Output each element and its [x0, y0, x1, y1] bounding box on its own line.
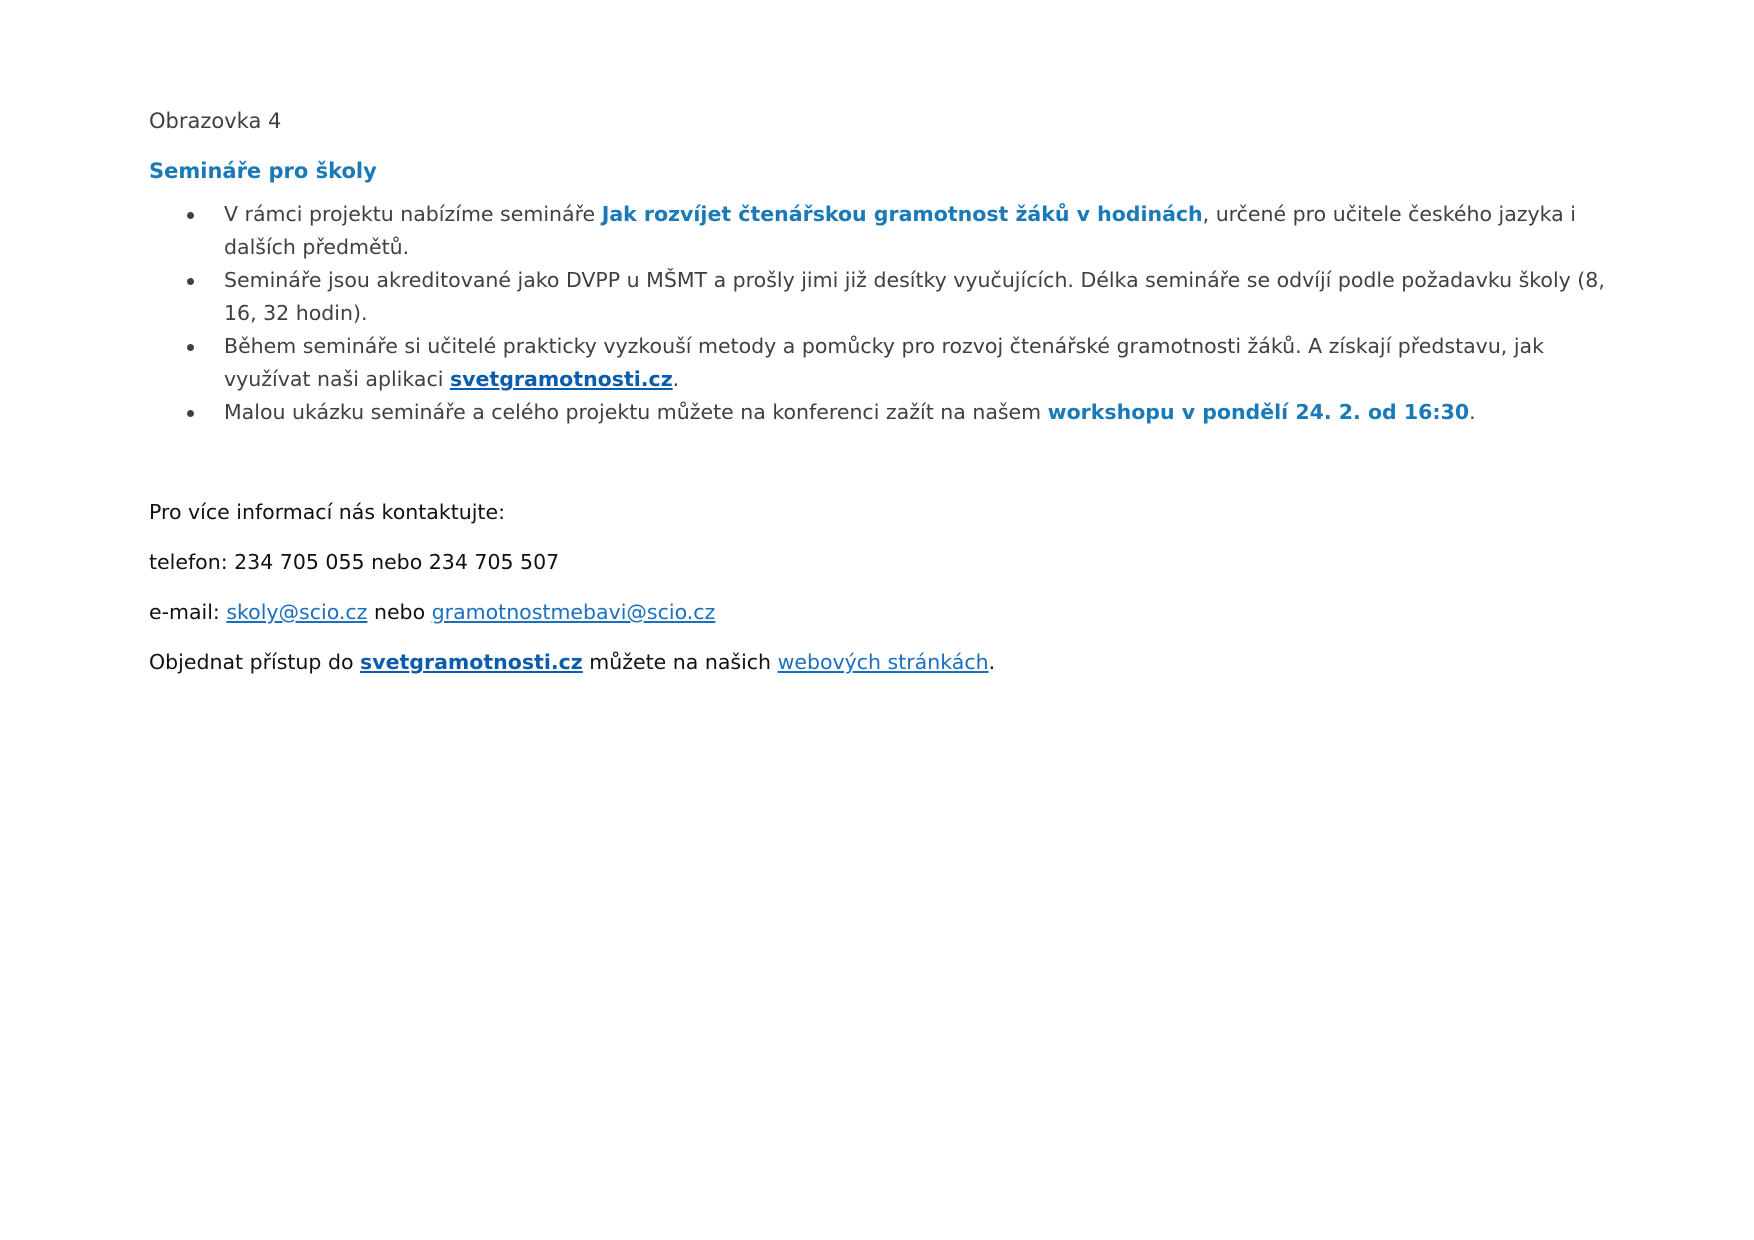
- bullet-text: Během semináře si učitelé prakticky vyzkouší metody a pomůcky pro rozvoj čtenářské gramotnosti žáků. A získají představu, jak využívat naši aplikaci: [224, 334, 1544, 391]
- bullet-dot-icon: [187, 212, 194, 219]
- email-link-skoly[interactable]: skoly@scio.cz: [226, 600, 368, 624]
- bullet-dot-icon: [187, 278, 194, 285]
- order-text: .: [988, 650, 996, 674]
- document-page: [149, 106, 1609, 697]
- order-svetgramotnosti-link[interactable]: svetgramotnosti.cz: [360, 650, 583, 674]
- email-label: e-mail:: [149, 600, 227, 624]
- contact-intro: Pro více informací nás kontaktujte:: [149, 500, 505, 524]
- order-text: Objednat přístup do: [149, 650, 361, 674]
- bullet-text: .: [672, 367, 680, 391]
- phone-line: [149, 547, 1609, 577]
- bullet-dot-icon: [187, 344, 194, 351]
- bullet-item-seminar-offer: [149, 198, 1609, 264]
- bullet-text: Semináře jsou akreditované jako DVPP u MŠMT a prošly jimi již desítky vyučujících. Délka semináře se odvíjí podle požadavku školy (8, 16, 32 hodin).: [224, 268, 1605, 325]
- section-heading: Semináře pro školy: [149, 159, 377, 183]
- bullet-text: Malou ukázku semináře a celého projektu můžete na konferenci zažít na našem: [224, 400, 1048, 424]
- contact-section: [149, 497, 1609, 677]
- seminar-title-highlight: Jak rozvíjet čtenářskou gramotnost žáků v hodinách: [601, 202, 1203, 226]
- bullet-text: V rámci projektu nabízíme semináře: [224, 202, 602, 226]
- email-line: [149, 597, 1609, 627]
- bullet-item-workshop: [149, 396, 1609, 429]
- phone-number: 234 705 055: [234, 550, 365, 574]
- phone-separator: nebo: [364, 550, 429, 574]
- email-separator: nebo: [367, 600, 432, 624]
- bullet-item-methods: [149, 330, 1609, 396]
- order-line: [149, 647, 1609, 677]
- bullet-text: .: [1469, 400, 1476, 424]
- email-link-gramotnost[interactable]: gramotnostmebavi@scio.cz: [431, 600, 716, 624]
- seminar-bullet-list: [149, 198, 1609, 429]
- bullet-text: , určené pro učitele českého jazyka i dalších předmětů.: [224, 202, 1576, 259]
- screen-label: Obrazovka 4: [149, 109, 282, 133]
- workshop-date-highlight: workshopu v pondělí 24. 2. od 16:30: [1047, 400, 1470, 424]
- bullet-item-accreditation: [149, 264, 1609, 330]
- svetgramotnosti-link[interactable]: svetgramotnosti.cz: [449, 367, 673, 391]
- phone-label: telefon:: [149, 550, 235, 574]
- order-text: můžete na našich: [582, 650, 778, 674]
- bullet-dot-icon: [187, 410, 194, 417]
- website-link[interactable]: webových stránkách: [777, 650, 989, 674]
- phone-number: 234 705 507: [428, 550, 560, 574]
